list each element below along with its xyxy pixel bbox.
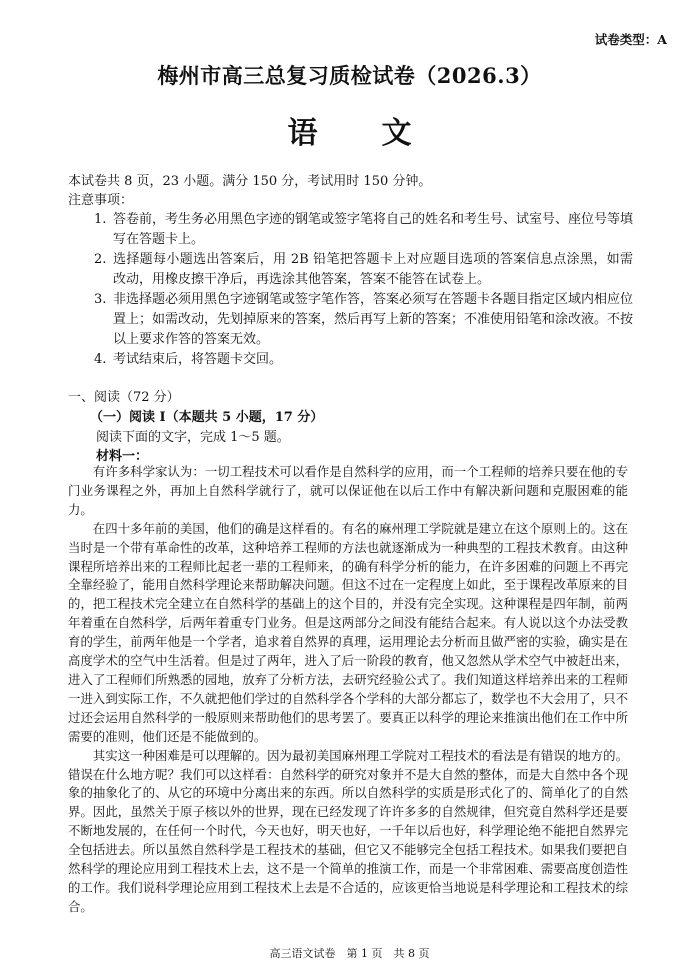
notice-text: 非选择题必须用黑色字迹钢笔或签字笔作答，答案必须写在答题卡各题目指定区域内相应位置上；如需改动，先划掉原来的答案，然后再写上新的答案；不准使用铅笔和涂改液。不按以上要求作答的答案无效。 bbox=[113, 292, 634, 347]
notice-item bbox=[94, 290, 654, 350]
notice-number: 2. bbox=[94, 252, 107, 267]
notice-item bbox=[94, 210, 654, 250]
notice-text: 答卷前，考生务必用黑色字迹的钢笔或签字笔将自己的姓名和考生号、试室号、座位号等填写在答题卡上。 bbox=[113, 212, 634, 247]
passage-paragraph: 其实这一种困难是可以理解的。因为最初美国麻州理工学院对工程技术的看法是有错误的地方的。错误在什么地方呢？我们可以这样看：自然科学的研究对象并不是大自然的整体，而是大自然中各个现象的抽象化了的、从它的环境中分离出来的东西。所以自然科学的实质是形式化了的、简单化了的自然界。因此，虽然关于原子核以外的世界，现在已经发现了许许多多的自然规律，但究竟自然科学还是要不断地发展的，在任何一个时代，今天也好，明天也好，一千年以后也好，科学理论绝不能把自然界完全包括进去。所以虽然自然科学是工程技术的基础，但它又不能够完全包括工程技术。如果我们要把自然科学的理论应用到工程技术上去，这不是一个简单的推演工作，而是一个非常困难、需要高度创造性的工作。我们说科学理论应用到工程技术上去是不合适的，应该更恰当地说是科学理论和工程技术的综合。 bbox=[68, 747, 628, 914]
notice-item bbox=[94, 350, 654, 370]
passage-paragraph: 有许多科学家认为：一切工程技术可以看作是自然科学的应用，而一个工程师的培养只要在他的专门业务课程之外，再加上自然科学就行了，就可以保证他在以后工作中有解决新问题和克服困难的能力。 bbox=[68, 464, 628, 517]
notice-number: 4. bbox=[94, 352, 107, 367]
notice-number: 3. bbox=[94, 292, 107, 307]
subsection-heading: （一）阅读 I（本题共 5 小题，17 分） bbox=[90, 410, 324, 425]
material-label: 材料一： bbox=[96, 449, 149, 464]
paper-type-label: 试卷类型：A bbox=[594, 32, 667, 47]
notice-text: 选择题每小题选出答案后，用 2B 铅笔把答题卡上对应题目选项的答案信息点涂黑，如需改动，用橡皮擦干净后，再选涂其他答案，答案不能答在试卷上。 bbox=[113, 252, 633, 287]
reading-passage bbox=[68, 463, 628, 917]
notice-item bbox=[94, 250, 654, 290]
exam-title: 梅州市高三总复习质检试卷（2026.3） bbox=[157, 63, 542, 88]
notice-list bbox=[94, 210, 654, 370]
exam-intro: 本试卷共 8 页，23 小题。满分 150 分，考试用时 150 分钟。 bbox=[68, 174, 432, 189]
notice-text: 考试结束后，将答题卡交回。 bbox=[113, 352, 283, 367]
notice-title: 注意事项： bbox=[68, 193, 134, 208]
page-footer: 高三语文试卷 第 1 页 共 8 页 bbox=[269, 947, 430, 960]
subject-title: 语文 bbox=[287, 116, 476, 151]
reading-instruction: 阅读下面的文字，完成 1～5 题。 bbox=[96, 430, 290, 445]
section-heading: 一、阅读（72 分） bbox=[68, 390, 180, 405]
notice-number: 1. bbox=[94, 212, 107, 227]
passage-paragraph: 在四十多年前的美国，他们的确是这样看的。有名的麻州理工学院就是建立在这个原则上的。这在当时是一个带有革命性的改革，这种培养工程师的方法也就逐渐成为一种典型的工程技术教育。由这种课程所培养出来的工程师比起老一辈的工程师来，的确有科学分析的能力，在许多困难的问题上不再完全靠经验了，能用自然科学理论来帮助解决问题。但这不过在一定程度上如此，至于课程改革原来的目的，把工程技术完全建立在自然科学的基础上的这个目的，并没有完全实现。这种课程是四年制，前两年着重在自然科学，后两年着重专门业务。但是这两部分之间没有能结合起来。有人说以这个办法受教育的学生，前两年他是一个学者，追求着自然界的真理，运用理论去分析而且做严密的实验，确实是在高度学术的空气中生活着。但是过了两年，进入了后一阶段的教育，他又忽然从学术空气中被赶出来，进入了工程师们所熟悉的园地，放弃了分析方法，去研究经验公式了。我们知道这样培养出来的工程师一进入到实际工作，不久就把他们学过的自然科学各个学科的大部分都忘了，数学也不大会用了，只不过还会运用自然科学的一般原则来帮助他们的思考罢了。要真正以科学的理论来推演出他们在工作中所需要的准则，他们还是不能做到的。 bbox=[68, 520, 628, 744]
